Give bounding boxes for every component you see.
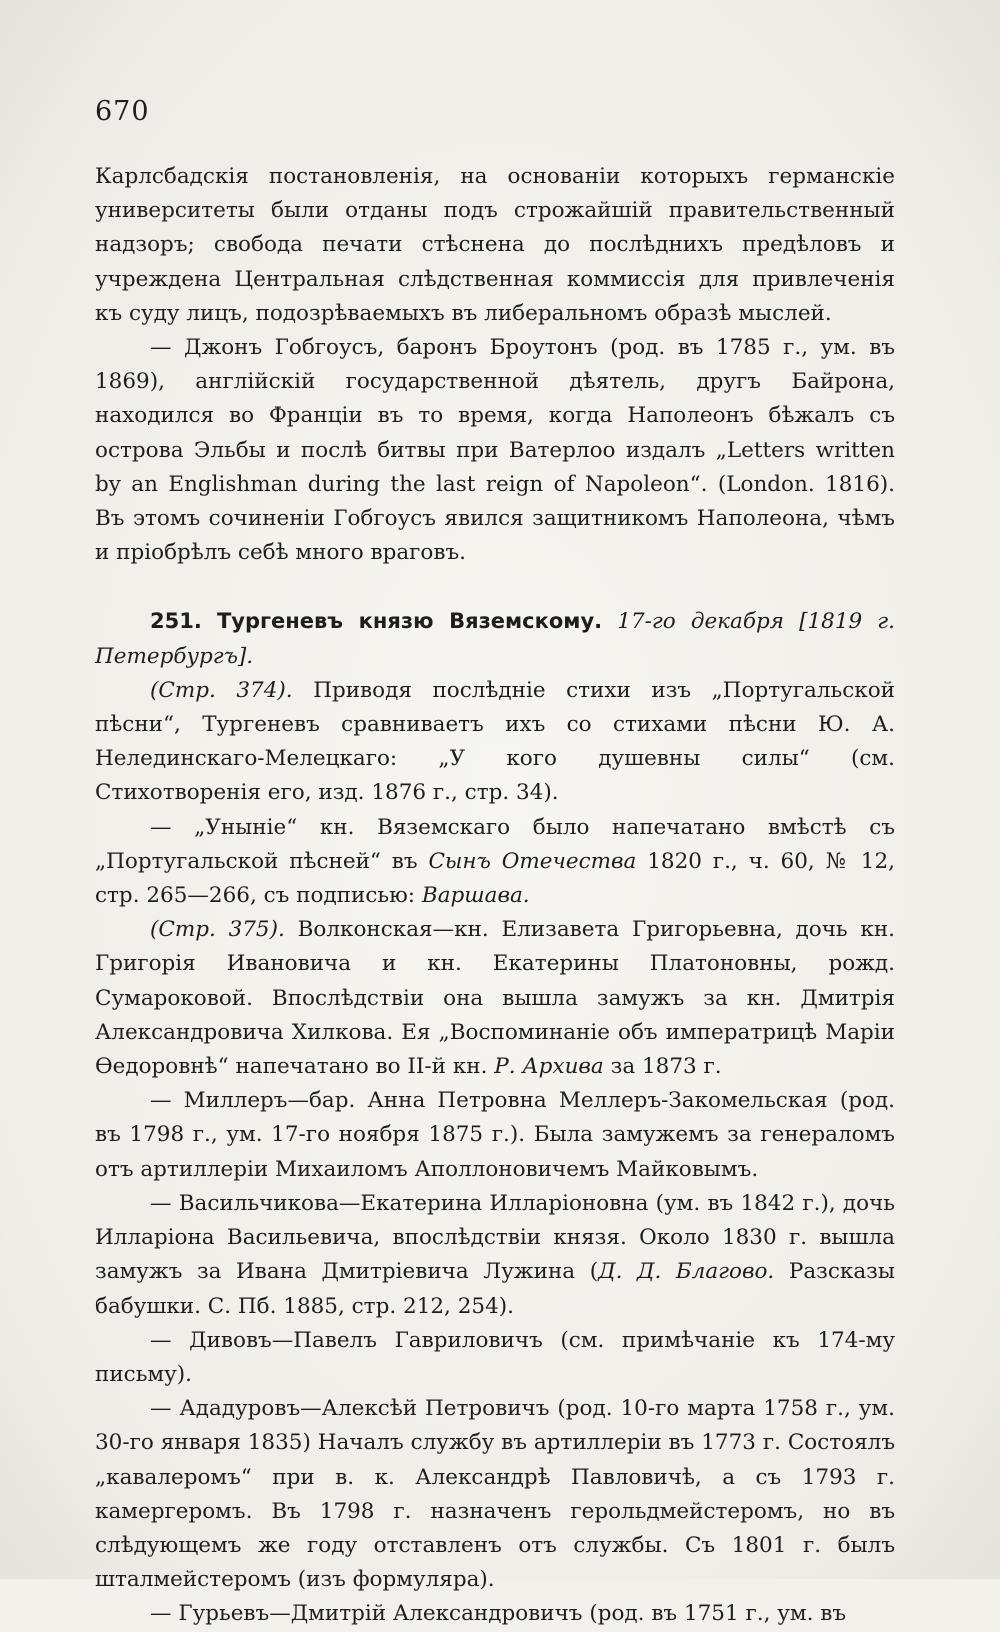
signature: Варшава. xyxy=(421,883,530,909)
author-name: Д. Д. Благово. xyxy=(598,1259,775,1285)
page-number: 670 xyxy=(95,96,150,127)
letter-heading xyxy=(95,604,895,673)
paragraph-unynie xyxy=(95,811,895,914)
letter-date: 17-го декабря [1819 г. Петербургъ]. xyxy=(95,609,895,669)
paragraph-portuguese-song xyxy=(95,674,895,811)
paragraph-text: — „Уныніе“ кн. Вяземскаго было напечатано вмѣстѣ съ „Португальской пѣсней“ въ xyxy=(95,814,895,874)
paragraph-text: Разсказы бабушки. С. Пб. 1885, стр. 212, 254). xyxy=(95,1259,895,1319)
letter-number: 251. xyxy=(150,609,202,634)
paragraph-miller: — Миллеръ—бар. Анна Петровна Меллеръ-Закомельская (род. въ 1798 г., ум. 17-го ноября 1875 г.). Была замужемъ за генераломъ отъ артиллеріи Михаиломъ Аполлоновичемъ Майковымъ. xyxy=(95,1088,895,1182)
paragraph-text: 1820 г., ч. 60, № 12, стр. 265—266, съ подписью: xyxy=(95,848,895,909)
paragraph-volkonskaya xyxy=(95,913,895,1084)
letter-title: Тургеневъ князю Вяземскому. xyxy=(216,609,603,634)
paragraph-text: за 1873 г. xyxy=(610,1054,722,1080)
paragraph-vasilchikova xyxy=(95,1187,895,1324)
page-reference: (Стр. 375). xyxy=(150,917,285,943)
paragraph-text: Приводя послѣдніе стихи изъ „Португальской пѣсни“, Тургеневъ сравниваетъ ихъ со стихами пѣсни Ю. А. Нелединскаго-Мелецкаго: „У кого душевны силы“ (см. Стихотворенія его, изд. 1876 г., стр. 34). xyxy=(95,677,895,806)
journal-title: Сынъ Отечества xyxy=(428,848,637,874)
paragraph-divov: — Дивовъ—Павелъ Гавриловичъ (см. примѣчаніе къ 174-му письму). xyxy=(95,1327,895,1387)
paragraph-adadurov: — Ададуровъ—Алексѣй Петровичъ (род. 10-го марта 1758 г., ум. 30-го января 1835) Началъ службу въ артиллеріи въ 1773 г. Состоялъ „кавалеромъ“ при в. к. Александрѣ Павловичѣ, а съ 1793 г. камергеромъ. Въ 1798 г. назначенъ герольдмейстеромъ, но въ слѣдующемъ же году отставленъ отъ службы. Съ 1801 г. былъ шталмейстеромъ (изъ формуляра). xyxy=(95,1396,895,1593)
page-reference: (Стр. 374). xyxy=(150,677,293,703)
page-body xyxy=(95,160,895,1632)
paragraph-karlsbad: Карлсбадскія постановленія, на основаніи которыхъ германскіе университеты были отданы подъ строжайшій правительственный надзоръ; свобода печати стѣснена до послѣднихъ предѣловъ и учреждена Центральная слѣдственная коммиссія для привлеченія къ суду лицъ, подозрѣваемыхъ въ либеральномъ образѣ мыслей. xyxy=(95,164,895,326)
paragraph-text: — Васильчикова—Екатерина Илларіоновна (ум. въ 1842 г.), дочь Илларіона Васильевича, впослѣдствіи князя. Около 1830 г. вышла замужъ за Ивана Дмитріевича Лужина ( xyxy=(95,1190,895,1285)
paragraph-guryev: — Гурьевъ—Дмитрій Александровичъ (род. въ 1751 г., ум. въ xyxy=(150,1601,847,1627)
journal-title: Р. Архива xyxy=(494,1054,604,1080)
paragraph-text: Волконская—кн. Елизавета Григорьевна, дочь кн. Григорія Ивановича и кн. Екатерины Платоновны, рожд. Сумароковой. Впослѣдствіи она вышла замужъ за кн. Дмитрія Александровича Хилкова. Ея „Воспоминаніе объ императрицѣ Маріи Ѳедоровнѣ“ напечатано во II-й кн. xyxy=(95,917,895,1080)
paragraph-hobhouse: — Джонъ Гобгоусъ, баронъ Броутонъ (род. въ 1785 г., ум. въ 1869), англійскій государственной дѣятель, другъ Байрона, находился во Франціи въ то время, когда Наполеонъ бѣжалъ съ острова Эльбы и послѣ битвы при Ватерлоо издалъ „Letters written by an Englishman during the last reign of Napoleon“. (London. 1816). Въ этомъ сочиненіи Гобгоусъ явился защитникомъ Наполеона, чѣмъ и пріобрѣлъ себѣ много враговъ. xyxy=(95,335,895,566)
